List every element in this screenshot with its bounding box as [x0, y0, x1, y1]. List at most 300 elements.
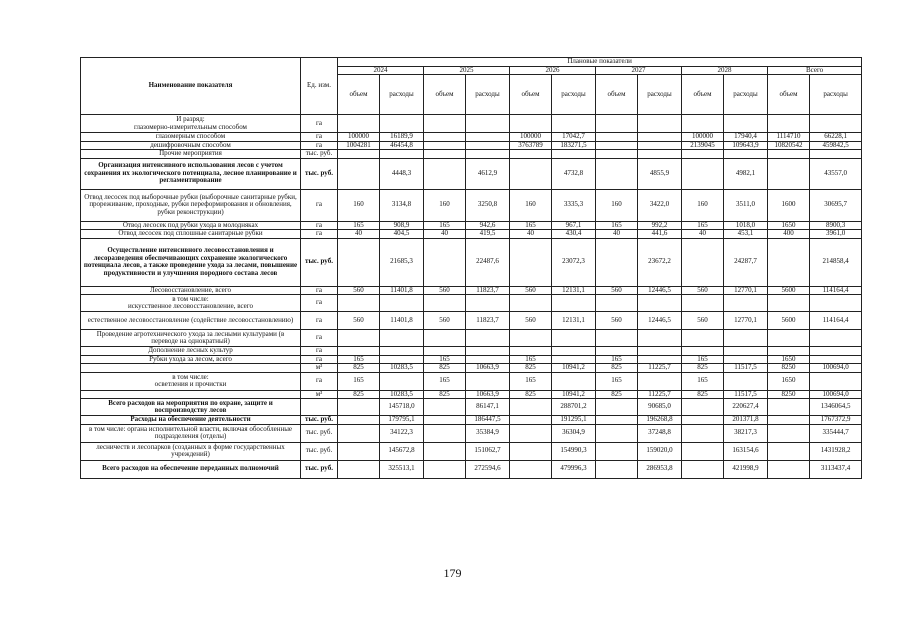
row-name: И разряд: глазомерно-измерительным способом: [81, 115, 301, 133]
cell-expense: 967,1: [552, 221, 596, 230]
cell-expense: [552, 347, 596, 356]
row-unit: га: [301, 221, 338, 230]
cell-volume: 165: [596, 221, 638, 230]
cell-volume: [768, 150, 810, 159]
table-row: [81, 424, 862, 442]
cell-expense: 109643,9: [724, 141, 768, 150]
cell-volume: 400: [768, 230, 810, 239]
cell-volume: [510, 347, 552, 356]
header-expense: расходы: [810, 75, 862, 115]
header-volume: объем: [682, 75, 724, 115]
cell-expense: 421998,9: [724, 460, 768, 478]
table-body: [81, 115, 862, 479]
cell-expense: 196268,8: [638, 416, 682, 425]
cell-volume: 165: [682, 221, 724, 230]
cell-volume: [424, 115, 466, 133]
cell-expense: 145718,0: [380, 399, 424, 416]
cell-volume: 165: [682, 372, 724, 390]
cell-volume: [338, 158, 380, 189]
cell-volume: 560: [596, 312, 638, 330]
cell-expense: 43557,0: [810, 158, 862, 189]
cell-expense: 3422,0: [638, 189, 682, 221]
cell-volume: 1114710: [768, 133, 810, 142]
cell-expense: [638, 355, 682, 364]
cell-expense: [380, 347, 424, 356]
table-row: [81, 390, 862, 399]
cell-volume: [510, 330, 552, 347]
cell-expense: 441,6: [638, 230, 682, 239]
row-unit: га: [301, 141, 338, 150]
cell-volume: [682, 158, 724, 189]
cell-expense: [638, 150, 682, 159]
cell-expense: 288701,2: [552, 399, 596, 416]
row-unit: тыс. руб.: [301, 238, 338, 286]
cell-volume: [510, 416, 552, 425]
row-unit: га: [301, 133, 338, 142]
cell-expense: [724, 115, 768, 133]
cell-expense: [810, 355, 862, 364]
cell-expense: [380, 330, 424, 347]
cell-expense: [380, 372, 424, 390]
row-name: [81, 364, 301, 373]
cell-expense: 183271,5: [552, 141, 596, 150]
row-unit: тыс. руб.: [301, 442, 338, 460]
cell-volume: 1004281: [338, 141, 380, 150]
table-row: [81, 330, 862, 347]
cell-expense: 4448,3: [380, 158, 424, 189]
cell-volume: 560: [510, 286, 552, 295]
header-volume: объем: [596, 75, 638, 115]
row-name: [81, 390, 301, 399]
row-unit: га: [301, 347, 338, 356]
cell-volume: [424, 442, 466, 460]
cell-expense: [724, 372, 768, 390]
cell-expense: 16189,9: [380, 133, 424, 142]
cell-volume: [768, 330, 810, 347]
cell-expense: 66228,1: [810, 133, 862, 142]
cell-expense: [724, 355, 768, 364]
cell-volume: [768, 442, 810, 460]
cell-expense: [380, 295, 424, 312]
header-volume: объем: [510, 75, 552, 115]
cell-volume: 825: [596, 390, 638, 399]
cell-volume: [682, 442, 724, 460]
cell-expense: [552, 295, 596, 312]
cell-expense: [552, 150, 596, 159]
row-unit: тыс. руб.: [301, 158, 338, 189]
cell-volume: 825: [682, 390, 724, 399]
cell-expense: [810, 150, 862, 159]
cell-expense: 100694,0: [810, 390, 862, 399]
cell-volume: 160: [510, 189, 552, 221]
row-unit: га: [301, 295, 338, 312]
row-unit: тыс. руб.: [301, 150, 338, 159]
row-unit: га: [301, 286, 338, 295]
cell-expense: 12131,1: [552, 312, 596, 330]
cell-expense: 90685,0: [638, 399, 682, 416]
row-name: Отвод лесосек под рубки ухода в молодняках: [81, 221, 301, 230]
cell-volume: [768, 416, 810, 425]
cell-expense: 10663,9: [466, 390, 510, 399]
table-row: [81, 399, 862, 416]
cell-volume: [596, 442, 638, 460]
header-year: Всего: [768, 66, 862, 75]
row-name: естественное лесовосстановление (содействие лесовосстановлению): [81, 312, 301, 330]
row-name: Отвод лесосек под выборочные рубки (выборочные санитарные рубки, прореживание, проходные, рубки переформирования и обновления, рубки реконструкции): [81, 189, 301, 221]
cell-volume: 40: [510, 230, 552, 239]
cell-volume: [596, 115, 638, 133]
cell-expense: [810, 115, 862, 133]
cell-volume: [424, 141, 466, 150]
cell-expense: 3335,3: [552, 189, 596, 221]
cell-volume: 165: [338, 355, 380, 364]
cell-volume: [510, 238, 552, 286]
cell-expense: 11517,5: [724, 390, 768, 399]
row-name: глазомерным способом: [81, 133, 301, 142]
cell-volume: [596, 399, 638, 416]
table-row: [81, 115, 862, 133]
header-year: 2026: [510, 66, 596, 75]
row-unit: м³: [301, 364, 338, 373]
cell-volume: [510, 460, 552, 478]
cell-volume: [338, 460, 380, 478]
table-row: [81, 141, 862, 150]
cell-expense: 11401,8: [380, 312, 424, 330]
row-unit: га: [301, 355, 338, 364]
cell-volume: [768, 238, 810, 286]
cell-volume: [510, 150, 552, 159]
table-row: [81, 150, 862, 159]
cell-expense: 12131,1: [552, 286, 596, 295]
cell-expense: [552, 330, 596, 347]
cell-volume: 165: [596, 355, 638, 364]
cell-expense: 3511,0: [724, 189, 768, 221]
cell-volume: 1650: [768, 372, 810, 390]
table-row: [81, 158, 862, 189]
cell-expense: 17940,4: [724, 133, 768, 142]
cell-expense: 3250,8: [466, 189, 510, 221]
row-name: Организация интенсивного использования лесов с учетом сохранения их экологического потенциала, лесное планирование и регламентирование: [81, 158, 301, 189]
cell-expense: [638, 133, 682, 142]
cell-expense: 86147,1: [466, 399, 510, 416]
cell-volume: [768, 295, 810, 312]
cell-volume: 165: [424, 372, 466, 390]
cell-expense: [724, 330, 768, 347]
cell-volume: 40: [424, 230, 466, 239]
row-unit: га: [301, 312, 338, 330]
cell-volume: [596, 330, 638, 347]
cell-expense: 8900,3: [810, 221, 862, 230]
cell-volume: 560: [424, 312, 466, 330]
row-name: Расходы на обеспечение деятельности: [81, 416, 301, 425]
cell-expense: [466, 295, 510, 312]
cell-expense: 1767372,9: [810, 416, 862, 425]
cell-expense: [724, 150, 768, 159]
cell-expense: [466, 141, 510, 150]
cell-expense: 114164,4: [810, 312, 862, 330]
cell-expense: 159020,0: [638, 442, 682, 460]
row-name: Прочие мероприятия: [81, 150, 301, 159]
cell-expense: 942,6: [466, 221, 510, 230]
table-row: [81, 442, 862, 460]
cell-volume: [424, 399, 466, 416]
cell-expense: 201371,8: [724, 416, 768, 425]
cell-volume: 560: [424, 286, 466, 295]
cell-expense: 36304,9: [552, 424, 596, 442]
row-name: Рубки ухода за лесом, всего: [81, 355, 301, 364]
cell-volume: 560: [682, 286, 724, 295]
cell-expense: [380, 355, 424, 364]
cell-volume: [596, 424, 638, 442]
header-volume: объем: [768, 75, 810, 115]
cell-expense: 4982,1: [724, 158, 768, 189]
header-year: 2025: [424, 66, 510, 75]
cell-expense: 4612,9: [466, 158, 510, 189]
cell-volume: [682, 347, 724, 356]
cell-expense: 11517,5: [724, 364, 768, 373]
row-unit: га: [301, 115, 338, 133]
cell-expense: 12770,1: [724, 312, 768, 330]
cell-volume: 165: [510, 372, 552, 390]
header-year: 2024: [338, 66, 424, 75]
cell-expense: 23072,3: [552, 238, 596, 286]
cell-volume: [338, 150, 380, 159]
row-name: Всего расходов на мероприятия по охране, защите и воспроизводству лесов: [81, 399, 301, 416]
cell-expense: [724, 295, 768, 312]
cell-volume: 560: [338, 312, 380, 330]
header-volume: объем: [338, 75, 380, 115]
cell-volume: [338, 238, 380, 286]
cell-expense: [552, 355, 596, 364]
cell-expense: [552, 115, 596, 133]
cell-volume: [768, 347, 810, 356]
cell-expense: [466, 150, 510, 159]
cell-expense: [466, 372, 510, 390]
cell-expense: 34122,3: [380, 424, 424, 442]
row-unit: м³: [301, 390, 338, 399]
cell-volume: [682, 460, 724, 478]
cell-volume: [596, 460, 638, 478]
cell-expense: 11225,7: [638, 364, 682, 373]
table-row: [81, 347, 862, 356]
row-unit: тыс. руб.: [301, 424, 338, 442]
cell-expense: 11225,7: [638, 390, 682, 399]
cell-volume: [338, 347, 380, 356]
cell-volume: [682, 238, 724, 286]
cell-expense: 479996,3: [552, 460, 596, 478]
header-expense: расходы: [466, 75, 510, 115]
table-row: [81, 230, 862, 239]
row-name: в том числе: осветления и прочистки: [81, 372, 301, 390]
cell-expense: [638, 347, 682, 356]
table-row: [81, 295, 862, 312]
cell-expense: 11823,7: [466, 312, 510, 330]
row-name: Осуществление интенсивного лесовосстановления и лесоразведения обеспечивающих сохранение экологического потенциала лесов, а также проведение ухода за лесами, повышение продуктивности и улучшения породного состава лесов: [81, 238, 301, 286]
cell-volume: 560: [682, 312, 724, 330]
cell-volume: [596, 150, 638, 159]
cell-volume: [596, 238, 638, 286]
cell-expense: 272594,6: [466, 460, 510, 478]
cell-volume: 560: [596, 286, 638, 295]
cell-volume: [424, 330, 466, 347]
row-name: Дополнение лесных культур: [81, 347, 301, 356]
row-name: дешифровочным способом: [81, 141, 301, 150]
cell-volume: [596, 141, 638, 150]
cell-volume: 825: [338, 364, 380, 373]
cell-expense: 1018,0: [724, 221, 768, 230]
cell-expense: 10663,9: [466, 364, 510, 373]
cell-expense: 325513,1: [380, 460, 424, 478]
cell-volume: [424, 150, 466, 159]
cell-volume: [596, 133, 638, 142]
cell-expense: 100694,0: [810, 364, 862, 373]
header-expense: расходы: [552, 75, 596, 115]
table-row: [81, 460, 862, 478]
row-unit: га: [301, 330, 338, 347]
cell-expense: 23672,2: [638, 238, 682, 286]
row-unit: [301, 399, 338, 416]
cell-volume: 160: [424, 189, 466, 221]
cell-expense: 10283,5: [380, 364, 424, 373]
cell-volume: [510, 424, 552, 442]
cell-expense: 3113437,4: [810, 460, 862, 478]
header-name-column: Наименование показателя: [81, 58, 301, 115]
cell-expense: [638, 141, 682, 150]
cell-volume: [768, 158, 810, 189]
row-name: в том числе: органа исполнительной власти, включая обособленные подразделения (отделы): [81, 424, 301, 442]
cell-volume: 560: [510, 312, 552, 330]
cell-expense: [638, 372, 682, 390]
cell-volume: 1650: [768, 221, 810, 230]
cell-expense: 1346064,5: [810, 399, 862, 416]
row-unit: га: [301, 189, 338, 221]
cell-volume: 165: [424, 221, 466, 230]
cell-expense: [724, 347, 768, 356]
cell-expense: 3961,0: [810, 230, 862, 239]
cell-expense: 453,1: [724, 230, 768, 239]
table-row: [81, 355, 862, 364]
row-name: лесничеств и лесопарков (созданных в форме государственных учреждений): [81, 442, 301, 460]
table-row: [81, 221, 862, 230]
row-unit: тыс. руб.: [301, 416, 338, 425]
cell-expense: 145672,8: [380, 442, 424, 460]
cell-volume: 165: [424, 355, 466, 364]
cell-expense: [810, 347, 862, 356]
cell-expense: [638, 295, 682, 312]
cell-expense: [810, 295, 862, 312]
cell-volume: 10820542: [768, 141, 810, 150]
cell-volume: [338, 115, 380, 133]
cell-volume: [338, 424, 380, 442]
cell-expense: 992,2: [638, 221, 682, 230]
cell-expense: 22487,6: [466, 238, 510, 286]
cell-expense: 419,5: [466, 230, 510, 239]
cell-volume: [682, 399, 724, 416]
cell-expense: 3134,8: [380, 189, 424, 221]
cell-expense: [466, 115, 510, 133]
cell-expense: 17042,7: [552, 133, 596, 142]
row-name: Отвод лесосек под сплошные санитарные рубки: [81, 230, 301, 239]
cell-volume: [682, 150, 724, 159]
cell-expense: 10941,2: [552, 390, 596, 399]
cell-volume: 165: [338, 372, 380, 390]
cell-volume: [510, 115, 552, 133]
cell-expense: 335444,7: [810, 424, 862, 442]
cell-volume: [424, 238, 466, 286]
cell-expense: [380, 150, 424, 159]
cell-volume: [768, 115, 810, 133]
table-row: [81, 372, 862, 390]
header-expense: расходы: [724, 75, 768, 115]
table-row: [81, 238, 862, 286]
table-row: [81, 312, 862, 330]
cell-volume: 160: [682, 189, 724, 221]
cell-volume: 3763789: [510, 141, 552, 150]
cell-volume: 160: [596, 189, 638, 221]
cell-volume: 825: [682, 364, 724, 373]
cell-volume: 5600: [768, 286, 810, 295]
cell-volume: 5600: [768, 312, 810, 330]
cell-volume: [338, 416, 380, 425]
cell-volume: [338, 399, 380, 416]
cell-expense: 163154,6: [724, 442, 768, 460]
cell-volume: [510, 295, 552, 312]
cell-expense: [466, 355, 510, 364]
row-unit: га: [301, 230, 338, 239]
cell-volume: [682, 115, 724, 133]
cell-volume: [682, 330, 724, 347]
cell-volume: [682, 416, 724, 425]
cell-volume: 40: [338, 230, 380, 239]
cell-volume: 165: [596, 372, 638, 390]
table-row: [81, 286, 862, 295]
cell-expense: 12446,5: [638, 286, 682, 295]
cell-volume: 825: [338, 390, 380, 399]
cell-volume: [768, 399, 810, 416]
cell-volume: [338, 295, 380, 312]
cell-volume: 560: [338, 286, 380, 295]
cell-volume: 165: [682, 355, 724, 364]
cell-volume: [338, 442, 380, 460]
cell-expense: [638, 115, 682, 133]
header-plan-title: Плановые показатели: [338, 58, 862, 67]
cell-volume: 160: [338, 189, 380, 221]
cell-volume: [424, 347, 466, 356]
cell-expense: 46454,8: [380, 141, 424, 150]
row-unit: га: [301, 372, 338, 390]
table-row: [81, 416, 862, 425]
header-volume: объем: [424, 75, 466, 115]
cell-volume: 100000: [682, 133, 724, 142]
cell-volume: [510, 442, 552, 460]
cell-expense: 179795,1: [380, 416, 424, 425]
cell-expense: [638, 330, 682, 347]
cell-expense: [380, 115, 424, 133]
cell-expense: 430,4: [552, 230, 596, 239]
page-number: 179: [443, 566, 462, 580]
cell-volume: 825: [424, 390, 466, 399]
cell-expense: 12770,1: [724, 286, 768, 295]
cell-expense: 404,5: [380, 230, 424, 239]
cell-volume: 8250: [768, 364, 810, 373]
cell-expense: 151062,7: [466, 442, 510, 460]
cell-volume: [424, 460, 466, 478]
cell-volume: [424, 133, 466, 142]
cell-expense: 4732,8: [552, 158, 596, 189]
cell-volume: [424, 158, 466, 189]
row-name: в том числе: искусственное лесовосстановление, всего: [81, 295, 301, 312]
cell-expense: 191295,1: [552, 416, 596, 425]
